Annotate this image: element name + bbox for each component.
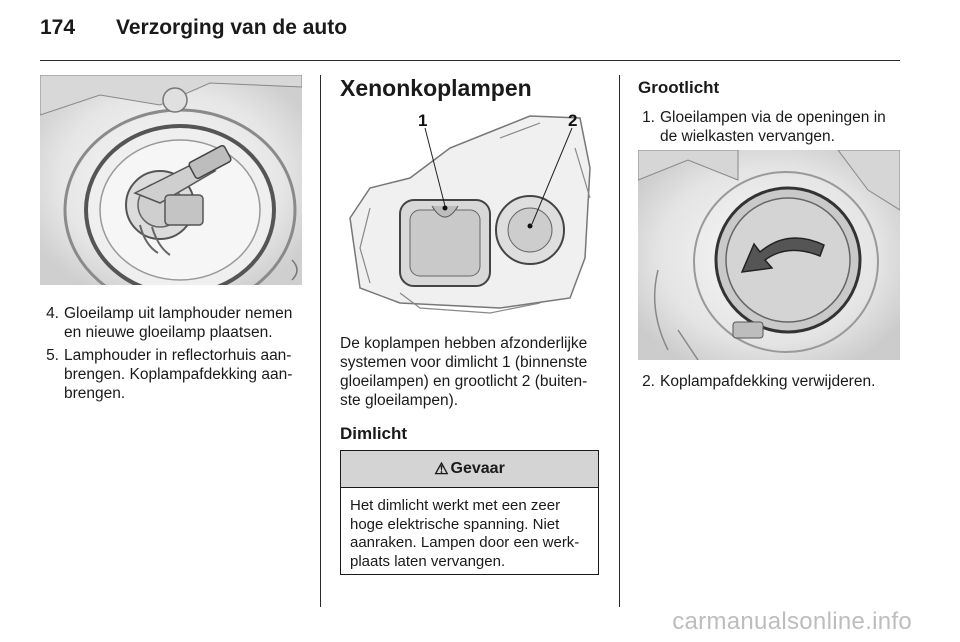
section-heading-dimlicht: Dimlicht (340, 424, 408, 443)
warning-triangle-icon: ⚠ (434, 461, 449, 478)
list-item (40, 346, 306, 403)
list-item (636, 372, 902, 391)
step-number: 1. (642, 109, 655, 126)
page-title: Verzorging van de auto (116, 16, 348, 39)
xenon-headlamp-illustration (340, 108, 602, 318)
watermark: carmanualsonline.info (672, 608, 912, 635)
right-steps-top (636, 108, 902, 150)
header-divider (40, 60, 900, 61)
warning-text: Het dimlicht werkt met een zeer hoge elektrische spanning. Niet aanraken. Lampen door een werk-plaats laten vervangen. (350, 497, 580, 570)
step-list (636, 372, 902, 391)
left-steps (40, 304, 306, 407)
step-text: Lamphouder in reflectorhuis aan-brengen. Koplampafdekking aan-brengen. (64, 347, 293, 402)
callout-1: 1 (418, 111, 428, 130)
xenon-paragraph: De koplampen hebben afzonderlijke systemen voor dimlicht 1 (binnenste gloeilampen) en grootlicht 2 (buiten-ste gloeilampen). (340, 335, 588, 409)
step-list (636, 108, 902, 146)
callout-2: 2 (568, 111, 578, 130)
step-number: 4. (46, 305, 59, 322)
list-item (40, 304, 306, 342)
section-heading-grootlicht: Grootlicht (638, 78, 720, 97)
headlamp-cover-illustration (638, 150, 900, 360)
warning-box (340, 450, 599, 575)
step-list (40, 304, 306, 403)
column-divider-right (619, 75, 620, 607)
column-divider-left (320, 75, 321, 607)
section-heading-xenon: Xenonkoplampen (340, 75, 532, 101)
step-text: Gloeilamp uit lamphouder nemen en nieuwe gloeilamp plaatsen. (64, 305, 293, 341)
step-number: 2. (642, 373, 655, 390)
lamp-holder-illustration (40, 75, 302, 285)
right-steps-bottom (636, 372, 902, 395)
page-number: 174 (40, 16, 76, 39)
step-text: Koplampafdekking verwijderen. (660, 373, 876, 390)
step-text: Gloeilampen via de openingen in de wielkasten vervangen. (660, 109, 886, 145)
warning-header (341, 451, 598, 488)
warning-title: Gevaar (450, 460, 505, 477)
page-header (40, 16, 347, 50)
list-item (636, 108, 902, 146)
step-number: 5. (46, 347, 59, 364)
